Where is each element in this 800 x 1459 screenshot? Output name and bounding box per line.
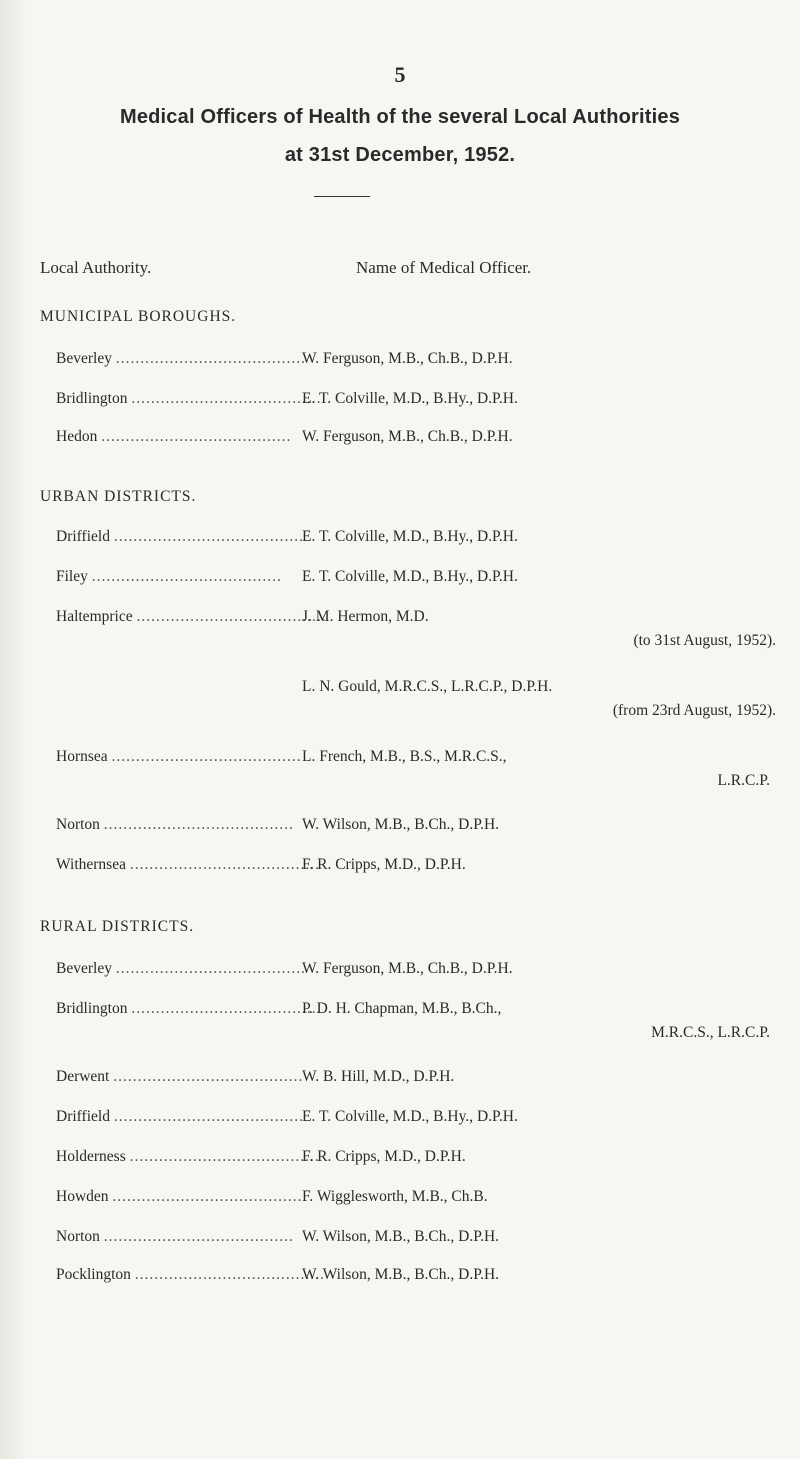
officer-date-note: (to 31st August, 1952). [633,632,776,649]
table-row: Driffield ....................................... E. T. Colville, M.D., B.Hy., D.P.H. [56,1108,776,1132]
authority-name: Bridlington [56,1000,128,1017]
page-binding-edge [0,0,26,1459]
column-header-officer: Name of Medical Officer. [356,258,532,277]
table-row: Norton ....................................... W. Wilson, M.B., B.Ch., D.P.H. [56,816,776,840]
table-row: Hedon ....................................... W. Ferguson, M.B., Ch.B., D.P.H. [56,428,776,452]
authority-name: Hedon [56,428,98,445]
page-title-line2: at 31st December, 1952. [284,144,516,166]
table-row: Bridlington ....................................... P. D. H. Chapman, M.B., B.Ch., [56,1000,776,1024]
table-row: Norton ....................................... W. Wilson, M.B., B.Ch., D.P.H. [56,1228,776,1252]
authority-name: Haltemprice [56,608,133,625]
authority-name: Howden [56,1188,109,1205]
authority-name: Norton [56,816,100,833]
table-row: Haltemprice ....................................... J. M. Hermon, M.D. [56,608,776,632]
page-title-line1: Medical Officers of Health of the several Local Authorities [119,106,681,128]
section-heading-municipal: MUNICIPAL BOROUGHS. [40,308,237,325]
table-row: Derwent ....................................... W. B. Hill, M.D., D.P.H. [56,1068,776,1092]
authority-name: Beverley [56,960,112,977]
title-divider [314,196,370,197]
table-row [56,678,776,702]
officer-name: J. M. Hermon, M.D. [302,608,429,625]
authority-name: Pocklington [56,1266,131,1283]
officer-name: F. R. Cripps, M.D., D.P.H. [302,856,466,873]
authority-name: Driffield [56,1108,110,1125]
officer-qualification-continued: L.R.C.P. [717,772,770,789]
officer-name: W. Wilson, M.B., B.Ch., D.P.H. [302,816,500,833]
authority-name: Beverley [56,350,112,367]
officer-name: W. Ferguson, M.B., Ch.B., D.P.H. [302,960,513,977]
table-row: Holderness ....................................... F. R. Cripps, M.D., D.P.H. [56,1148,776,1172]
table-row: Howden ....................................... F. Wigglesworth, M.B., Ch.B. [56,1188,776,1212]
authority-name: Withernsea [56,856,126,873]
table-row: Bridlington ....................................... E. T. Colville, M.D., B.Hy., D.P.H. [56,390,776,414]
authority-name: Filey [56,568,88,585]
table-row: Beverley ....................................... W. Ferguson, M.B., Ch.B., D.P.H. [56,960,776,984]
officer-name: P. D. H. Chapman, M.B., B.Ch., [302,1000,502,1017]
officer-name: L. French, M.B., B.S., M.R.C.S., [302,748,507,765]
officer-name: W. Wilson, M.B., B.Ch., D.P.H. [302,1228,500,1245]
officer-name: E. T. Colville, M.D., B.Hy., D.P.H. [302,390,518,407]
officer-name: E. T. Colville, M.D., B.Hy., D.P.H. [302,1108,518,1125]
officer-qualification-continued: M.R.C.S., L.R.C.P. [651,1024,770,1041]
officer-name: L. N. Gould, M.R.C.S., L.R.C.P., D.P.H. [302,678,553,695]
table-row: Beverley ....................................... W. Ferguson, M.B., Ch.B., D.P.H. [56,350,776,374]
authority-name: Driffield [56,528,110,545]
table-row: Withernsea ....................................... F. R. Cripps, M.D., D.P.H. [56,856,776,880]
authority-name: Norton [56,1228,100,1245]
authority-name: Derwent [56,1068,110,1085]
authority-name: Holderness [56,1148,126,1165]
officer-date-note: (from 23rd August, 1952). [612,702,776,719]
authority-name: Hornsea [56,748,108,765]
section-heading-urban: URBAN DISTRICTS. [40,488,197,505]
officer-name: W. B. Hill, M.D., D.P.H. [302,1068,455,1085]
section-heading-rural: RURAL DISTRICTS. [40,918,195,935]
officer-name: E. T. Colville, M.D., B.Hy., D.P.H. [302,568,518,585]
officer-name: F. Wigglesworth, M.B., Ch.B. [302,1188,488,1205]
authority-name: Bridlington [56,390,128,407]
officer-name: W. Wilson, M.B., B.Ch., D.P.H. [302,1266,500,1283]
officer-name: W. Ferguson, M.B., Ch.B., D.P.H. [302,350,513,367]
table-row: Pocklington ....................................... W. Wilson, M.B., B.Ch., D.P.H. [56,1266,776,1290]
table-row: Hornsea ....................................... L. French, M.B., B.S., M.R.C.S., [56,748,776,772]
officer-name: F. R. Cripps, M.D., D.P.H. [302,1148,466,1165]
column-header-authority: Local Authority. [40,258,152,277]
page-number: 5 [394,62,406,87]
officer-name: E. T. Colville, M.D., B.Hy., D.P.H. [302,528,518,545]
table-row: Filey ....................................... E. T. Colville, M.D., B.Hy., D.P.H. [56,568,776,592]
table-row: Driffield ....................................... E. T. Colville, M.D., B.Hy., D.P.H. [56,528,776,552]
officer-name: W. Ferguson, M.B., Ch.B., D.P.H. [302,428,513,445]
